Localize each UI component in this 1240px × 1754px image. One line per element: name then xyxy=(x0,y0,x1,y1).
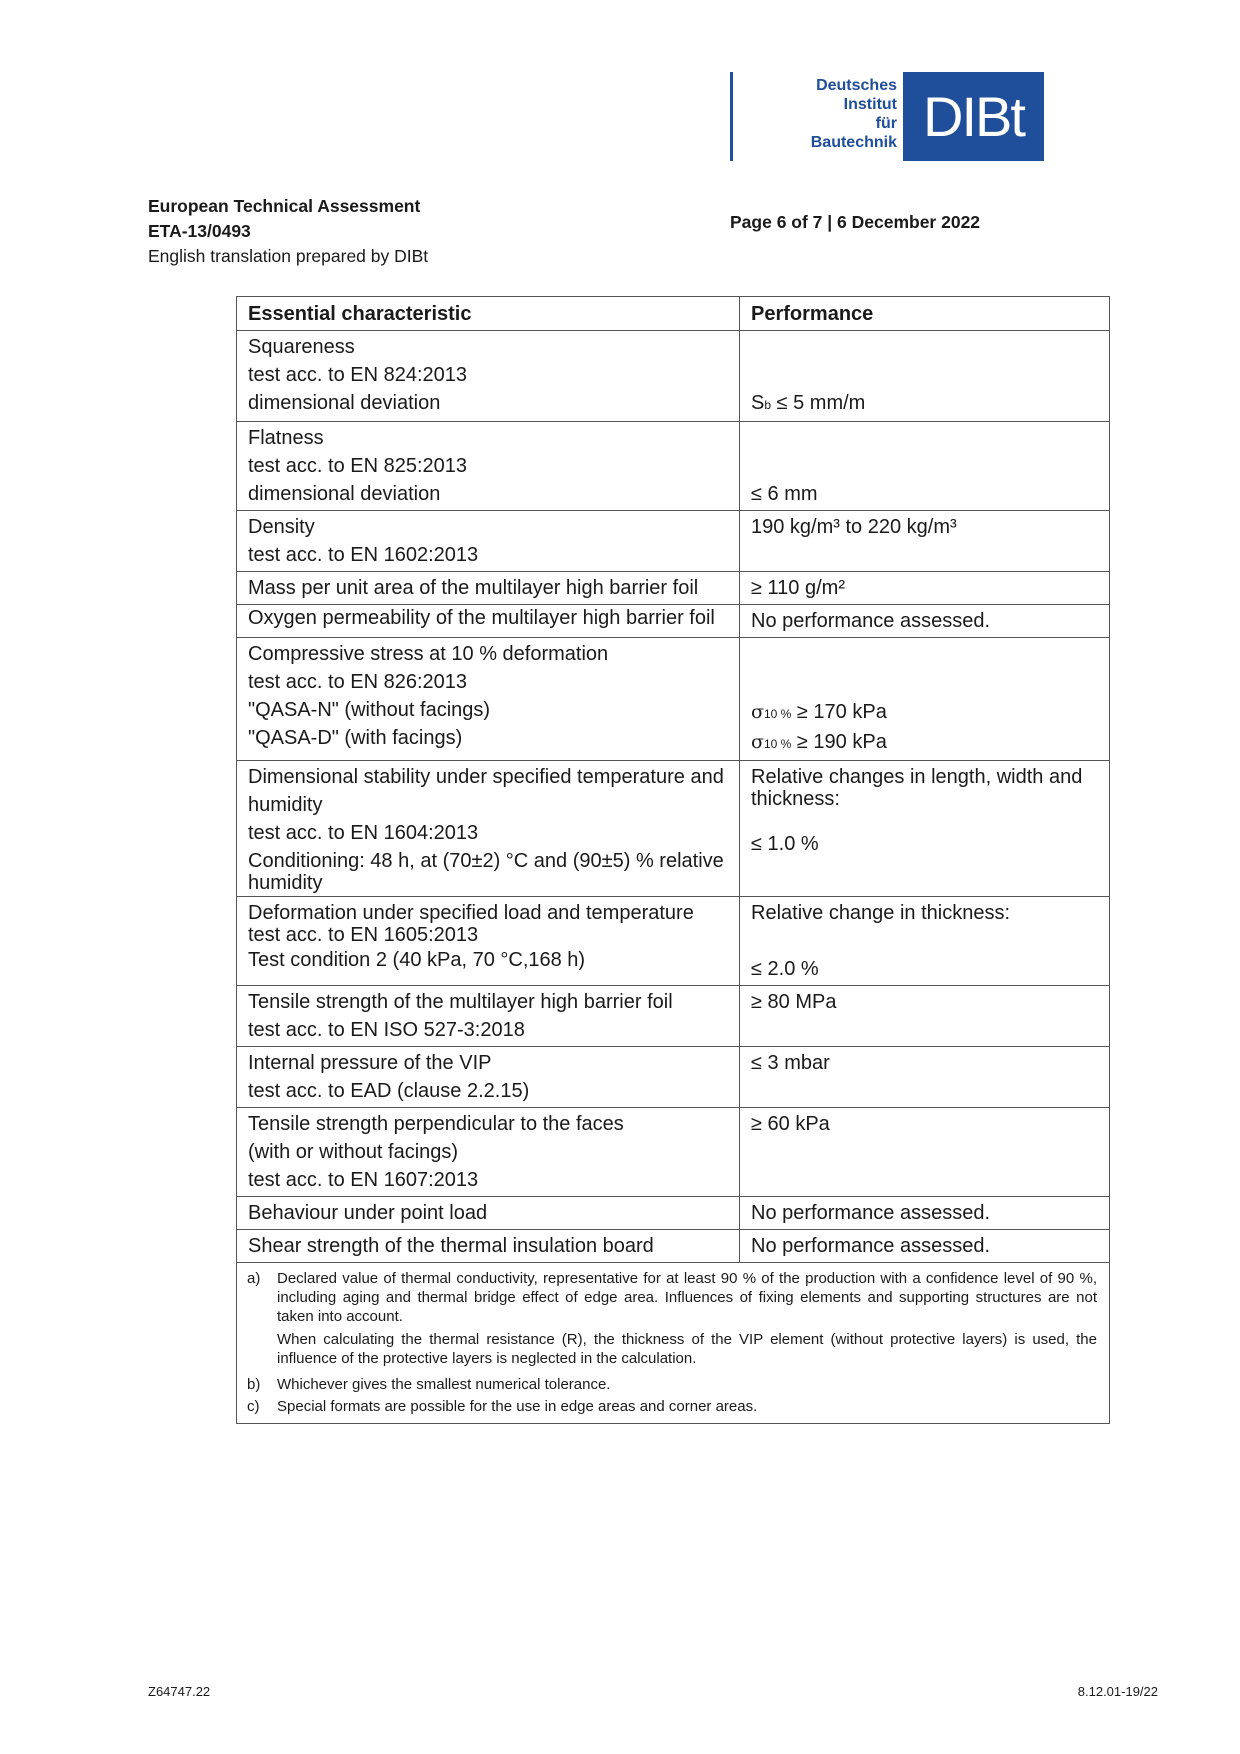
logo-line-4: Bautechnik xyxy=(810,134,897,151)
characteristic-detail: (with or without facings) xyxy=(248,1141,459,1163)
table-row xyxy=(237,331,1110,422)
performance-cell: 190 kg/m³ to 220 kg/m³ xyxy=(740,511,1110,572)
performance-cell xyxy=(740,422,1110,511)
footer-form-number: 8.12.01-19/22 xyxy=(1077,1684,1158,1699)
table-row xyxy=(237,511,1110,572)
footnote-key: b) xyxy=(247,1376,261,1393)
footnote-c xyxy=(247,1397,1097,1416)
variant-with-facings: "QASA-D" (with facings) xyxy=(248,727,463,749)
characteristic-cell xyxy=(237,1047,740,1108)
characteristic-cell: Oxygen permeability of the multilayer high barrier foil xyxy=(237,605,740,638)
performance-cell: ≥ 60 kPa xyxy=(740,1108,1110,1197)
logo-line-2: Institut xyxy=(843,96,897,113)
performance-value: Sb ≤ 5 mm/m xyxy=(751,392,866,414)
performance-cell xyxy=(740,638,1110,761)
table-row xyxy=(237,897,1110,986)
table-row xyxy=(237,1047,1110,1108)
performance-note: Relative changes in length, width and thickness: xyxy=(751,766,1083,810)
table-row xyxy=(237,986,1110,1047)
test-standard: test acc. to EN 825:2013 xyxy=(248,455,468,477)
document-header xyxy=(148,194,428,269)
characteristic-name: Squareness xyxy=(248,336,355,358)
characteristic-name: Internal pressure of the VIP xyxy=(248,1052,492,1074)
performance-value: σ10 % ≥ 170 kPa xyxy=(751,701,887,723)
test-standard: test acc. to EN 1602:2013 xyxy=(248,544,479,566)
performance-cell xyxy=(740,897,1110,986)
footnotes-row xyxy=(237,1263,1110,1424)
characteristic-cell xyxy=(237,1108,740,1197)
footnotes xyxy=(237,1263,1110,1424)
footnote-text: Whichever gives the smallest numerical tolerance. xyxy=(277,1376,611,1393)
footnote-b xyxy=(247,1375,1097,1394)
performance-cell: ≥ 80 MPa xyxy=(740,986,1110,1047)
characteristic-name: Compressive stress at 10 % deformation xyxy=(248,643,609,665)
performance-value: ≤ 6 mm xyxy=(751,483,818,505)
translation-note: English translation prepared by DIBt xyxy=(148,246,429,266)
footnote-key: a) xyxy=(247,1270,261,1287)
test-standard: test acc. to EN 1604:2013 xyxy=(248,822,479,844)
performance-cell xyxy=(740,761,1110,897)
characteristic-name: Tensile strength of the multilayer high barrier foil xyxy=(248,991,673,1013)
table-row xyxy=(237,1197,1110,1230)
performance-cell: ≥ 110 g/m² xyxy=(740,572,1110,605)
logo-wordmark xyxy=(742,76,897,152)
performance-value: ≤ 2.0 % xyxy=(751,958,819,980)
footer-reference: Z64747.22 xyxy=(148,1684,211,1699)
characteristics-table xyxy=(236,296,1110,1424)
page-info: Page 6 of 7 | 6 December 2022 xyxy=(730,212,981,232)
characteristic-cell xyxy=(237,331,740,422)
performance-value: ≤ 1.0 % xyxy=(751,833,819,855)
document-id: ETA-13/0493 xyxy=(148,221,251,241)
table-row xyxy=(237,572,1110,605)
table-row xyxy=(237,761,1110,897)
characteristic-cell xyxy=(237,897,740,986)
performance-cell xyxy=(740,331,1110,422)
logo-divider xyxy=(730,72,733,161)
footnote-key: c) xyxy=(247,1398,260,1415)
characteristic-cell xyxy=(237,761,740,897)
characteristic-cell: Shear strength of the thermal insulation board xyxy=(237,1230,740,1263)
test-standard: test acc. to EN 1607:2013 xyxy=(248,1169,479,1191)
test-standard: test acc. to EN ISO 527-3:2018 xyxy=(248,1019,525,1041)
characteristic-cell: Behaviour under point load xyxy=(237,1197,740,1230)
performance-cell: No performance assessed. xyxy=(740,1230,1110,1263)
test-condition: Test condition 2 (40 kPa, 70 °C,168 h) xyxy=(248,949,586,971)
footnote-text: Declared value of thermal conductivity, representative for at least 90 % of the production with a confidence level of 90 %, including aging and thermal bridge effect of edge area. Influences of fixing elements and supporting structures are not taken into account. When calculating the thermal resistance (R), the thickness of the VIP element (without protective layers) is used, the influence of the protective layers is neglected in the calculation. xyxy=(277,1270,1097,1367)
test-standard: test acc. to EN 826:2013 xyxy=(248,671,468,693)
characteristic-cell xyxy=(237,422,740,511)
characteristic-detail: Conditioning: 48 h, at (70±2) °C and (90±5) % relative humidity xyxy=(248,850,724,894)
performance-value: σ10 % ≥ 190 kPa xyxy=(751,731,887,753)
characteristic-cell xyxy=(237,511,740,572)
performance-note: Relative change in thickness: xyxy=(751,902,1011,924)
test-standard: test acc. to EN 824:2013 xyxy=(248,364,468,386)
performance-cell: No performance assessed. xyxy=(740,1197,1110,1230)
characteristic-name: Tensile strength perpendicular to the faces xyxy=(248,1113,624,1135)
table-header-row xyxy=(237,297,1110,331)
characteristic-cell xyxy=(237,986,740,1047)
table-row xyxy=(237,605,1110,638)
characteristic-cell xyxy=(237,638,740,761)
characteristic-detail: dimensional deviation xyxy=(248,483,441,505)
document-title: European Technical Assessment xyxy=(148,196,421,216)
characteristic-name: Dimensional stability under specified temperature and humidity xyxy=(248,766,724,816)
characteristic-name: Density xyxy=(248,516,315,538)
logo-line-1: Deutsches xyxy=(816,77,897,94)
variant-without-facings: "QASA-N" (without facings) xyxy=(248,699,491,721)
table-row xyxy=(237,1230,1110,1263)
performance-cell: ≤ 3 mbar xyxy=(740,1047,1110,1108)
column-header-characteristic: Essential characteristic xyxy=(237,297,740,331)
table-row xyxy=(237,1108,1110,1197)
characteristic-cell: Mass per unit area of the multilayer high barrier foil xyxy=(237,572,740,605)
characteristic-detail: dimensional deviation xyxy=(248,392,441,414)
test-standard: test acc. to EAD (clause 2.2.15) xyxy=(248,1080,530,1102)
table-row xyxy=(237,422,1110,511)
logo-abbreviation: DIBt xyxy=(903,72,1044,161)
table-row xyxy=(237,638,1110,761)
footnote-text: Special formats are possible for the use in edge areas and corner areas. xyxy=(277,1398,758,1415)
column-header-performance: Performance xyxy=(740,297,1110,331)
characteristic-name: Flatness xyxy=(248,427,324,449)
dibt-logo xyxy=(730,72,1024,161)
footnote-a xyxy=(247,1269,1097,1372)
characteristic-name: Deformation under specified load and temperature test acc. to EN 1605:2013 xyxy=(248,902,694,946)
performance-cell: No performance assessed. xyxy=(740,605,1110,638)
logo-line-3: für xyxy=(875,115,897,132)
